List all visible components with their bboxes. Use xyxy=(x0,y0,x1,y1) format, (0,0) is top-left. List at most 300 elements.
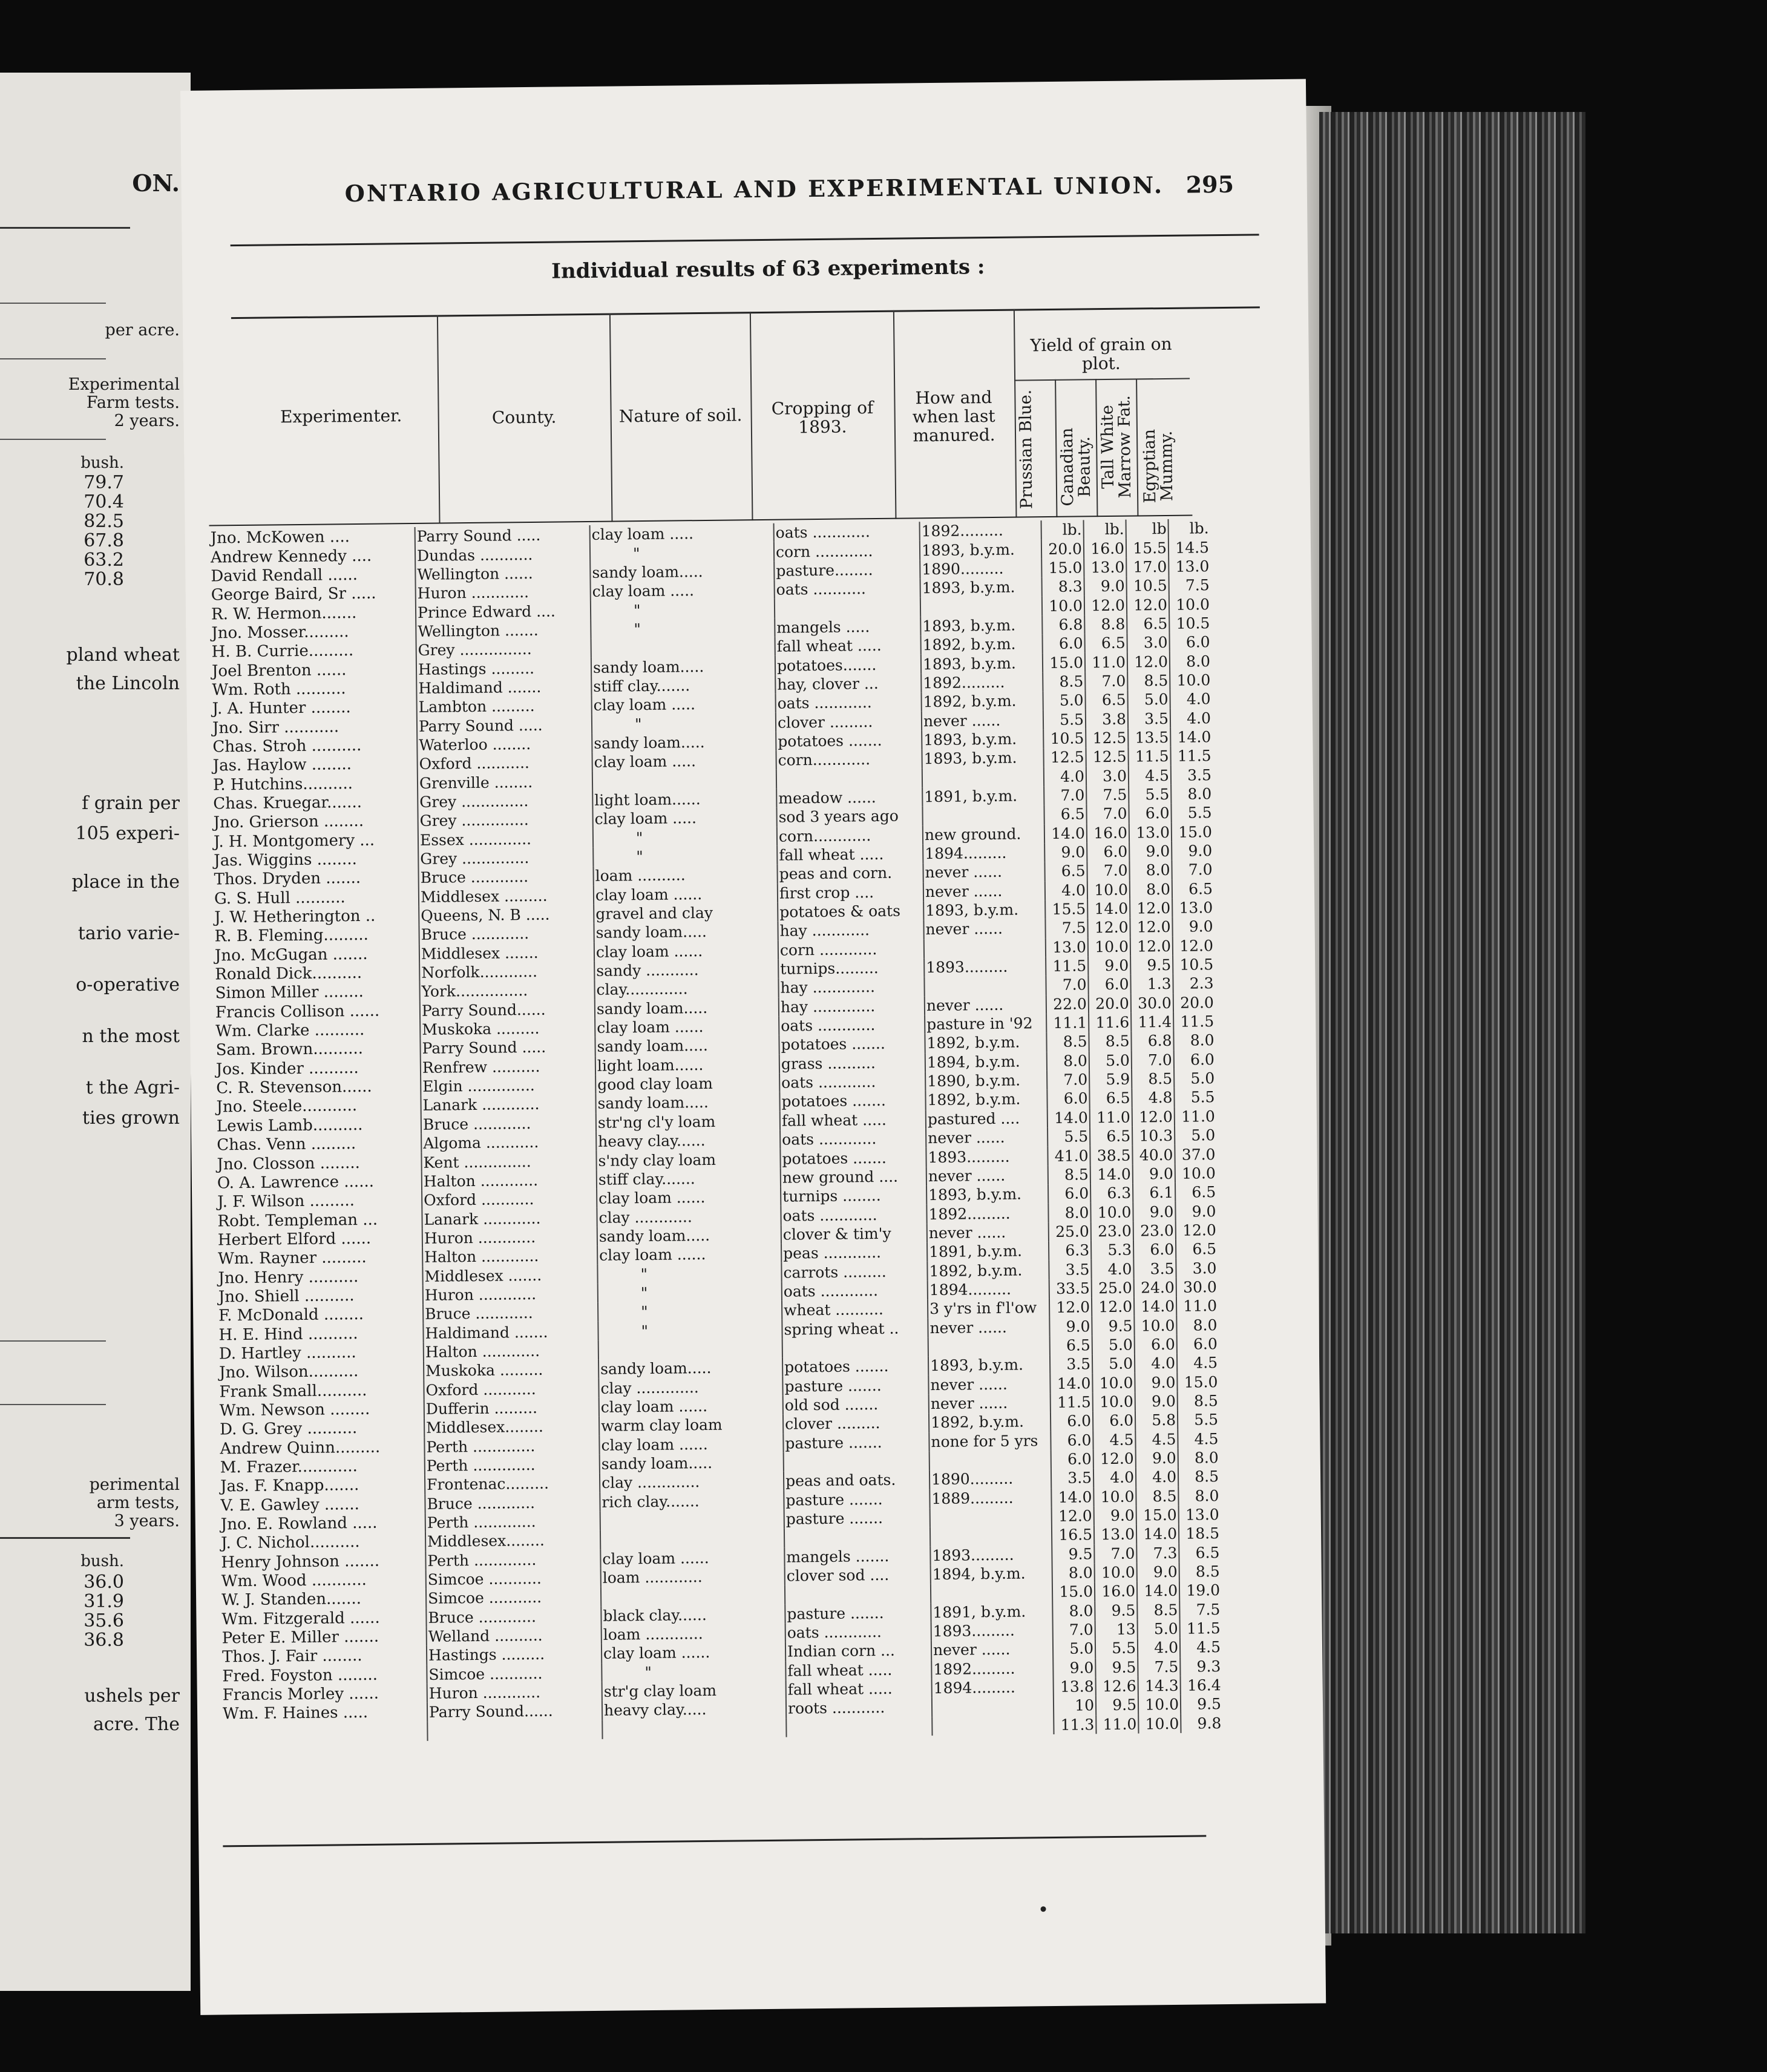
yield-prussian-blue-cell: 14.0 xyxy=(1051,1487,1093,1507)
experimenter-cell: D. G. Grey .......... xyxy=(220,1419,358,1439)
yield-canadian-beauty-cell: 9.5 xyxy=(1095,1657,1138,1677)
manured-cell: 1891, b.y.m. xyxy=(922,786,1044,806)
manured-cell: 1893, b.y.m. xyxy=(920,577,1042,597)
yield-prussian-blue-cell: 6.0 xyxy=(1048,1184,1090,1203)
soil-cell xyxy=(601,1585,785,1607)
yield-tall-white-marrow-fat-cell: 5.0 xyxy=(1138,1619,1180,1639)
manured-cell: 1890......... xyxy=(929,1469,1051,1489)
experimenter-cell: Jno. E. Rowland ..... xyxy=(220,1513,378,1534)
left-value: 70.4 xyxy=(84,491,124,513)
yield-prussian-blue-cell: 8.3 xyxy=(1041,577,1084,596)
manured-cell: none for 5 yrs xyxy=(929,1431,1051,1451)
yield-prussian-blue-cell: 14.0 xyxy=(1047,1108,1090,1127)
county-cell: Muskoka ......... xyxy=(420,1018,595,1039)
cropping-cell xyxy=(775,598,920,618)
soil-cell xyxy=(600,1529,784,1550)
yield-canadian-beauty-cell: 13 xyxy=(1095,1620,1138,1639)
manured-cell: never ...... xyxy=(922,710,1043,730)
cropping-cell: pasture ....... xyxy=(784,1508,930,1529)
left-value: 31.9 xyxy=(84,1591,124,1612)
county-cell: Queens, N. B ..... xyxy=(419,905,594,925)
soil-cell: loam ............ xyxy=(602,1624,785,1645)
yield-tall-white-marrow-fat-cell: 15.0 xyxy=(1136,1506,1179,1525)
header-variety-egyptian-mummy xyxy=(1141,421,1176,512)
manured-cell: never ...... xyxy=(931,1639,1053,1659)
manured-cell: 1892, b.y.m. xyxy=(925,1032,1046,1052)
experimenter-cell: Jas. F. Knapp....... xyxy=(220,1476,359,1496)
manured-cell: 1892......... xyxy=(920,520,1041,540)
left-value: 67.8 xyxy=(84,530,124,551)
soil-cell: good clay loam xyxy=(595,1074,779,1095)
yield-prussian-blue-cell: 22.0 xyxy=(1046,994,1089,1014)
yield-prussian-blue-cell: lb. xyxy=(1041,520,1084,539)
yield-egyptian-mummy-cell: 8.5 xyxy=(1178,1391,1219,1411)
yield-tall-white-marrow-fat-cell: 1.3 xyxy=(1130,974,1173,994)
yield-prussian-blue-cell: 7.5 xyxy=(1045,919,1087,938)
yield-canadian-beauty-cell: 7.0 xyxy=(1094,1544,1136,1563)
manured-cell: 1893, b.y.m. xyxy=(920,539,1041,559)
county-cell: Bruce ............ xyxy=(419,923,594,944)
yield-prussian-blue-cell: 6.3 xyxy=(1049,1241,1091,1260)
left-rule xyxy=(0,358,106,359)
cropping-cell: corn ............ xyxy=(778,939,924,960)
soil-cell: clay loam ...... xyxy=(599,1396,783,1417)
manured-cell xyxy=(924,938,1046,958)
yield-canadian-beauty-cell: 7.5 xyxy=(1086,785,1129,804)
experimenter-cell: W. J. Standen....... xyxy=(221,1590,362,1610)
yield-egyptian-mummy-cell: 4.5 xyxy=(1178,1429,1219,1449)
left-text-line: ties grown xyxy=(82,1107,180,1129)
county-cell: Bruce ............ xyxy=(426,1606,601,1627)
experimenter-cell: J. A. Hunter ........ xyxy=(212,698,351,718)
yield-tall-white-marrow-fat-cell: 3.0 xyxy=(1127,633,1169,652)
yield-canadian-beauty-cell: 9.5 xyxy=(1096,1696,1138,1715)
yield-tall-white-marrow-fat-cell: 4.5 xyxy=(1135,1429,1178,1449)
soil-cell: gravel and clay xyxy=(594,903,778,924)
manured-cell xyxy=(930,1526,1052,1546)
county-cell: Prince Edward .... xyxy=(416,601,591,621)
yield-canadian-beauty-cell: 7.0 xyxy=(1087,861,1129,880)
yield-prussian-blue-cell: 10.0 xyxy=(1042,596,1084,615)
manured-cell: 1894......... xyxy=(923,843,1044,863)
yield-prussian-blue-cell: 16.5 xyxy=(1052,1526,1094,1545)
county-cell: Perth ............. xyxy=(424,1435,599,1456)
experimenter-cell: Thos. Dryden ....... xyxy=(214,869,361,889)
yield-egyptian-mummy-cell: 10.0 xyxy=(1175,1164,1217,1183)
manured-cell: 1892, b.y.m. xyxy=(927,1260,1049,1280)
manured-cell: 1893, b.y.m. xyxy=(922,729,1043,749)
yield-tall-white-marrow-fat-cell: 9.0 xyxy=(1137,1562,1179,1582)
yield-tall-white-marrow-fat-cell: 3.5 xyxy=(1128,709,1170,728)
yield-tall-white-marrow-fat-cell: 9.0 xyxy=(1133,1202,1175,1221)
cropping-cell: fall wheat ..... xyxy=(775,635,921,656)
yield-canadian-beauty-cell: 4.5 xyxy=(1093,1430,1135,1449)
experimenter-cell: J. F. Wilson ......... xyxy=(217,1192,355,1211)
yield-egyptian-mummy-cell: 12.0 xyxy=(1176,1221,1218,1240)
yield-tall-white-marrow-fat-cell: 8.5 xyxy=(1137,1600,1179,1619)
experimenter-cell: Frank Small.......... xyxy=(219,1381,367,1402)
cropping-cell: potatoes....... xyxy=(775,655,921,675)
header-variety-tall-white-marrow-fat xyxy=(1099,382,1134,513)
yield-tall-white-marrow-fat-cell: 24.0 xyxy=(1134,1278,1176,1297)
yield-egyptian-mummy-cell: 4.5 xyxy=(1180,1638,1222,1657)
yield-prussian-blue-cell: 15.0 xyxy=(1043,653,1085,672)
cropping-cell: fall wheat ..... xyxy=(777,844,923,865)
cropping-cell: grass .......... xyxy=(779,1053,925,1074)
cropping-cell: clover & tim'y xyxy=(781,1224,927,1244)
experiments-table-body xyxy=(209,519,1223,1743)
left-text-line: tario varie- xyxy=(77,923,180,944)
county-cell: Parry Sound...... xyxy=(427,1701,602,1722)
yield-prussian-blue-cell: 7.0 xyxy=(1046,975,1088,995)
yield-prussian-blue-cell: 11.1 xyxy=(1046,1013,1089,1032)
experimenter-cell: Wm. Rayner ......... xyxy=(218,1248,367,1268)
yield-prussian-blue-cell: 25.0 xyxy=(1049,1222,1091,1241)
yield-rule xyxy=(1014,378,1190,381)
yield-prussian-blue-cell: 9.5 xyxy=(1052,1544,1094,1564)
yield-prussian-blue-cell: 15.0 xyxy=(1052,1582,1095,1602)
yield-egyptian-mummy-cell: 12.0 xyxy=(1173,936,1215,956)
yield-tall-white-marrow-fat-cell: 9.0 xyxy=(1133,1164,1175,1184)
soil-cell: clay loam ...... xyxy=(595,1017,779,1038)
experimenter-cell: Chas. Venn ......... xyxy=(217,1135,356,1155)
manured-cell xyxy=(932,1696,1054,1716)
top-rule xyxy=(231,234,1259,246)
county-cell: Huron ............ xyxy=(427,1682,602,1703)
manured-cell: 1893......... xyxy=(930,1545,1052,1565)
left-rule xyxy=(0,1537,130,1539)
yield-canadian-beauty-cell: 12.0 xyxy=(1087,918,1130,937)
cropping-cell: spring wheat .. xyxy=(782,1319,928,1339)
experimenter-cell: Jno. McKowen .... xyxy=(210,528,350,548)
yield-prussian-blue-cell: 8.5 xyxy=(1048,1165,1090,1184)
county-cell: Perth ............. xyxy=(425,1549,600,1570)
soil-cell: clay loam ...... xyxy=(599,1434,783,1455)
soil-cell: light loam...... xyxy=(592,789,776,810)
yield-tall-white-marrow-fat-cell: 8.5 xyxy=(1136,1486,1178,1506)
soil-cell: clay loam ...... xyxy=(602,1642,785,1664)
yield-canadian-beauty-cell: 5.0 xyxy=(1092,1335,1135,1354)
cropping-cell: hay ............. xyxy=(779,996,925,1017)
yield-egyptian-mummy-cell: 6.0 xyxy=(1174,1050,1216,1069)
yield-tall-white-marrow-fat-cell: 4.5 xyxy=(1129,766,1171,785)
experimenter-cell: Thos. J. Fair ........ xyxy=(221,1647,362,1667)
yield-prussian-blue-cell: 4.0 xyxy=(1044,767,1086,786)
county-cell: Simcoe ........... xyxy=(427,1663,602,1684)
experimenter-cell: Francis Collison ...... xyxy=(215,1002,380,1022)
county-cell: Halton ............ xyxy=(424,1341,598,1362)
yield-egyptian-mummy-cell: 9.0 xyxy=(1175,1202,1217,1221)
yield-prussian-blue-cell: 6.0 xyxy=(1051,1411,1093,1431)
experimenter-cell: George Baird, Sr ..... xyxy=(211,584,376,605)
yield-canadian-beauty-cell: lb. xyxy=(1084,520,1126,539)
experimenter-cell: Jos. Kinder .......... xyxy=(215,1058,359,1079)
yield-tall-white-marrow-fat-cell: 3.5 xyxy=(1133,1259,1176,1278)
yield-canadian-beauty-cell: 6.5 xyxy=(1084,634,1127,653)
experimenter-cell: Andrew Kennedy .... xyxy=(210,546,372,567)
yield-canadian-beauty-cell: 8.8 xyxy=(1084,614,1127,634)
yield-egyptian-mummy-cell: 13.0 xyxy=(1169,557,1210,576)
yield-canadian-beauty-cell: 5.9 xyxy=(1089,1070,1132,1089)
soil-cell: sandy loam..... xyxy=(591,656,775,677)
county-cell: Dufferin ......... xyxy=(424,1398,599,1418)
yield-egyptian-mummy-cell: 19.0 xyxy=(1179,1581,1221,1600)
yield-tall-white-marrow-fat-cell: 5.5 xyxy=(1129,785,1171,804)
manured-cell: 1892, b.y.m. xyxy=(925,1089,1047,1109)
experimenter-cell: J. H. Montgomery ... xyxy=(213,831,375,851)
yield-canadian-beauty-cell: 3.0 xyxy=(1086,766,1129,785)
experimenter-cell xyxy=(221,1722,427,1743)
yield-canadian-beauty-cell: 6.5 xyxy=(1089,1089,1132,1108)
experimenter-cell: Jno. Closson ........ xyxy=(217,1153,360,1173)
yield-tall-white-marrow-fat-cell: 6.1 xyxy=(1133,1183,1175,1202)
left-text-line: acre. The xyxy=(93,1714,180,1735)
soil-cell: sandy loam..... xyxy=(600,1453,784,1474)
experimenter-cell: Simon Miller ........ xyxy=(215,983,364,1003)
cropping-cell: pasture ....... xyxy=(784,1489,929,1510)
yield-canadian-beauty-cell: 16.0 xyxy=(1095,1582,1137,1601)
yield-egyptian-mummy-cell: lb. xyxy=(1169,519,1210,538)
manured-cell: pastured .... xyxy=(926,1109,1047,1129)
yield-egyptian-mummy-cell: 5.5 xyxy=(1178,1410,1219,1429)
cropping-cell: wheat .......... xyxy=(782,1299,928,1320)
soil-cell: clay loam ...... xyxy=(597,1244,781,1265)
header-manured xyxy=(894,388,1014,445)
soil-cell: sandy loam..... xyxy=(595,1035,779,1057)
yield-egyptian-mummy-cell: 10.5 xyxy=(1173,955,1215,974)
yield-canadian-beauty-cell: 9.0 xyxy=(1088,956,1130,975)
county-cell: York............... xyxy=(419,980,594,1001)
yield-prussian-blue-cell: 6.8 xyxy=(1042,615,1084,634)
cropping-cell: oats ............ xyxy=(781,1205,926,1225)
experimenter-cell: Jno. Henry .......... xyxy=(218,1267,359,1288)
left-exp-head-3: 2 years. xyxy=(114,411,180,430)
county-cell: Grey .............. xyxy=(418,791,592,811)
yield-prussian-blue-cell: 5.5 xyxy=(1043,710,1086,729)
experimenter-cell: F. McDonald ........ xyxy=(218,1305,364,1325)
left-value: 36.0 xyxy=(84,1572,124,1593)
cropping-cell: potatoes ....... xyxy=(782,1356,928,1377)
yield-tall-white-marrow-fat-cell: 8.5 xyxy=(1127,671,1170,690)
header-manured-line: manured. xyxy=(913,424,995,446)
manured-cell: 1893, b.y.m. xyxy=(923,900,1045,920)
left-running-head: ON. xyxy=(132,169,180,197)
yield-canadian-beauty-cell: 5.0 xyxy=(1089,1051,1132,1070)
header-manured-line: How and xyxy=(915,387,992,408)
yield-tall-white-marrow-fat-cell: 12.0 xyxy=(1127,595,1169,614)
soil-cell xyxy=(602,1718,786,1739)
soil-cell: clay ............. xyxy=(598,1377,782,1398)
soil-cell: clay loam ...... xyxy=(594,940,778,962)
yield-egyptian-mummy-cell: 6.0 xyxy=(1169,632,1211,652)
experimenter-cell: Wm. F. Haines ..... xyxy=(222,1703,369,1723)
left-exp-head-b1: perimental xyxy=(89,1475,180,1494)
yield-egyptian-mummy-cell: 15.0 xyxy=(1177,1372,1219,1392)
yield-egyptian-mummy-cell: 5.0 xyxy=(1174,1069,1216,1088)
cropping-cell: oats ............ xyxy=(785,1622,931,1642)
manured-cell: new ground. xyxy=(923,824,1044,844)
county-cell: Simcoe ........... xyxy=(426,1587,601,1608)
yield-prussian-blue-cell: 8.0 xyxy=(1052,1601,1095,1621)
header-cropping xyxy=(750,398,894,437)
yield-tall-white-marrow-fat-cell: 12.0 xyxy=(1132,1107,1175,1127)
yield-prussian-blue-cell: 33.5 xyxy=(1049,1279,1092,1298)
yield-prussian-blue-cell: 9.0 xyxy=(1049,1317,1092,1336)
yield-prussian-blue-cell: 14.0 xyxy=(1044,824,1087,843)
variety-line: Mummy. xyxy=(1156,430,1177,502)
manured-cell: 1889......... xyxy=(929,1488,1051,1508)
experimenter-cell: P. Hutchins.......... xyxy=(212,774,353,795)
county-cell: Grey .............. xyxy=(418,848,593,868)
yield-canadian-beauty-cell: 6.0 xyxy=(1093,1411,1135,1431)
county-cell: Oxford ........... xyxy=(418,753,592,773)
yield-tall-white-marrow-fat-cell: 10.0 xyxy=(1134,1316,1176,1335)
manured-cell: never ...... xyxy=(929,1393,1051,1413)
yield-prussian-blue-cell: 6.5 xyxy=(1044,805,1086,824)
yield-tall-white-marrow-fat-cell: 4.0 xyxy=(1135,1354,1177,1373)
manured-cell: 1892, b.y.m. xyxy=(921,691,1043,711)
county-cell: Norfolk............ xyxy=(419,962,594,982)
soil-cell: clay ............. xyxy=(600,1472,784,1493)
yield-prussian-blue-cell: 6.5 xyxy=(1044,862,1087,881)
header-manured-line: when last xyxy=(912,405,995,427)
yield-prussian-blue-cell: 11.5 xyxy=(1046,956,1088,975)
left-rule xyxy=(0,227,130,229)
county-cell: Simcoe ........... xyxy=(426,1569,601,1589)
yield-egyptian-mummy-cell: 11.0 xyxy=(1176,1296,1218,1316)
yield-prussian-blue-cell: 5.0 xyxy=(1053,1639,1095,1659)
experimenter-cell: O. A. Lawrence ...... xyxy=(217,1172,375,1193)
county-cell: Renfrew .......... xyxy=(421,1057,595,1077)
cropping-cell xyxy=(784,1451,929,1472)
experimenter-cell: D. Hartley .......... xyxy=(218,1343,356,1363)
county-cell: Haldimand ....... xyxy=(416,677,591,698)
experimenter-cell: M. Frazer............ xyxy=(220,1457,358,1477)
county-cell: Middlesex ....... xyxy=(419,942,594,963)
soil-cell: " xyxy=(598,1301,782,1322)
yield-egyptian-mummy-cell: 2.3 xyxy=(1173,974,1215,993)
manured-cell: 1892, b.y.m. xyxy=(929,1412,1051,1432)
yield-egyptian-mummy-cell: 4.0 xyxy=(1170,689,1211,709)
cropping-cell: carrots ......... xyxy=(781,1262,927,1282)
soil-cell: sandy loam..... xyxy=(594,922,778,943)
yield-egyptian-mummy-cell: 20.0 xyxy=(1173,993,1215,1012)
soil-cell: str'ng cl'y loam xyxy=(596,1111,780,1132)
county-cell: Perth ............. xyxy=(425,1455,600,1475)
left-rule xyxy=(0,439,106,440)
yield-prussian-blue-cell: 15.0 xyxy=(1041,558,1084,577)
county-cell: Wellington ....... xyxy=(416,620,591,641)
yield-canadian-beauty-cell: 4.0 xyxy=(1091,1259,1133,1279)
yield-tall-white-marrow-fat-cell: 30.0 xyxy=(1131,993,1173,1012)
county-cell: Bruce ............ xyxy=(421,1113,596,1134)
manured-cell: 1893......... xyxy=(931,1621,1053,1641)
experimenter-cell: Robt. Templeman ... xyxy=(217,1210,378,1231)
soil-cell: clay loam ..... xyxy=(590,523,774,545)
county-cell: Welland .......... xyxy=(427,1625,602,1646)
county-cell: Halton ............ xyxy=(422,1246,597,1267)
manured-cell: 1894......... xyxy=(932,1677,1054,1697)
county-cell: Parry Sound ..... xyxy=(420,1037,595,1058)
yield-tall-white-marrow-fat-cell: 5.8 xyxy=(1135,1411,1178,1430)
yield-canadian-beauty-cell: 6.3 xyxy=(1090,1184,1133,1203)
county-cell: Lambton ......... xyxy=(417,696,592,716)
yield-prussian-blue-cell: 12.0 xyxy=(1049,1297,1092,1317)
yield-tall-white-marrow-fat-cell: 11.4 xyxy=(1131,1012,1173,1032)
experimenter-cell: Herbert Elford ...... xyxy=(217,1229,372,1250)
cropping-cell xyxy=(785,1584,931,1604)
manured-cell: 1894, b.y.m. xyxy=(925,1052,1047,1072)
left-value: 79.7 xyxy=(84,472,124,493)
header-yield-line: plot. xyxy=(1081,353,1121,374)
header-variety-prussian-blue xyxy=(1017,385,1035,513)
variety-line: Marrow Fat. xyxy=(1115,395,1135,499)
experimenter-cell: Francis Morley ...... xyxy=(222,1684,379,1705)
yield-canadian-beauty-cell: 38.5 xyxy=(1090,1146,1132,1165)
yield-prussian-blue-cell: 14.0 xyxy=(1050,1374,1092,1393)
experimenter-cell: J. W. Hetherington .. xyxy=(214,907,376,927)
yield-canadian-beauty-cell: 10.0 xyxy=(1093,1487,1136,1506)
page-speck xyxy=(1040,1906,1046,1912)
cropping-cell: oats ............ xyxy=(779,1072,925,1092)
cropping-cell: oats ............ xyxy=(782,1280,928,1301)
cropping-cell: pasture ....... xyxy=(783,1432,929,1453)
manured-cell: 1893, b.y.m. xyxy=(921,654,1043,674)
experimenter-cell: Lewis Lamb.......... xyxy=(216,1115,363,1136)
cropping-cell: sod 3 years ago xyxy=(776,806,922,827)
yield-canadian-beauty-cell: 16.0 xyxy=(1084,539,1126,558)
cropping-cell xyxy=(784,1527,930,1547)
cropping-cell: oats ............ xyxy=(774,522,920,542)
left-rule xyxy=(0,1340,106,1342)
yield-tall-white-marrow-fat-cell: 13.5 xyxy=(1128,728,1170,747)
manured-cell: never ...... xyxy=(927,1222,1049,1242)
county-cell: Middlesex........ xyxy=(425,1530,600,1551)
yield-prussian-blue-cell: 6.5 xyxy=(1050,1336,1092,1355)
yield-tall-white-marrow-fat-cell: 4.0 xyxy=(1138,1638,1180,1657)
yield-prussian-blue-cell: 8.0 xyxy=(1047,1051,1089,1070)
county-cell: Huron ............ xyxy=(416,582,591,603)
soil-cell: " xyxy=(593,846,777,867)
manured-cell xyxy=(929,1450,1051,1470)
yield-tall-white-marrow-fat-cell: 5.0 xyxy=(1127,690,1170,709)
cropping-cell: clover ......... xyxy=(776,712,922,732)
soil-cell xyxy=(591,637,775,658)
left-page-strip xyxy=(0,73,191,1991)
yield-egyptian-mummy-cell: 11.5 xyxy=(1180,1619,1222,1638)
yield-tall-white-marrow-fat-cell: 14.0 xyxy=(1134,1297,1176,1316)
yield-canadian-beauty-cell: 12.6 xyxy=(1096,1677,1138,1696)
yield-tall-white-marrow-fat-cell: 11.5 xyxy=(1128,747,1170,766)
county-cell: Wellington ...... xyxy=(415,563,590,584)
county-cell: Waterloo ........ xyxy=(417,734,592,755)
left-text-line: f grain per xyxy=(82,793,180,814)
manured-cell: 1890, b.y.m. xyxy=(925,1070,1047,1090)
soil-cell: clay loam ...... xyxy=(597,1187,781,1208)
manured-cell xyxy=(924,975,1046,995)
experimenter-cell: R. B. Fleming......... xyxy=(214,926,369,946)
county-cell: Oxford ........... xyxy=(422,1189,597,1210)
county-cell: Parry Sound ..... xyxy=(415,525,590,546)
cropping-cell: peas and oats. xyxy=(784,1470,929,1490)
yield-canadian-beauty-cell: 7.0 xyxy=(1086,804,1129,824)
soil-cell: sandy loam..... xyxy=(590,561,774,582)
yield-egyptian-mummy-cell: 8.0 xyxy=(1176,1316,1218,1335)
yield-canadian-beauty-cell: 12.0 xyxy=(1092,1297,1134,1317)
soil-cell: sandy loam..... xyxy=(598,1358,782,1379)
yield-tall-white-marrow-fat-cell: 9.0 xyxy=(1136,1449,1178,1468)
yield-tall-white-marrow-fat-cell: 7.5 xyxy=(1138,1657,1180,1676)
